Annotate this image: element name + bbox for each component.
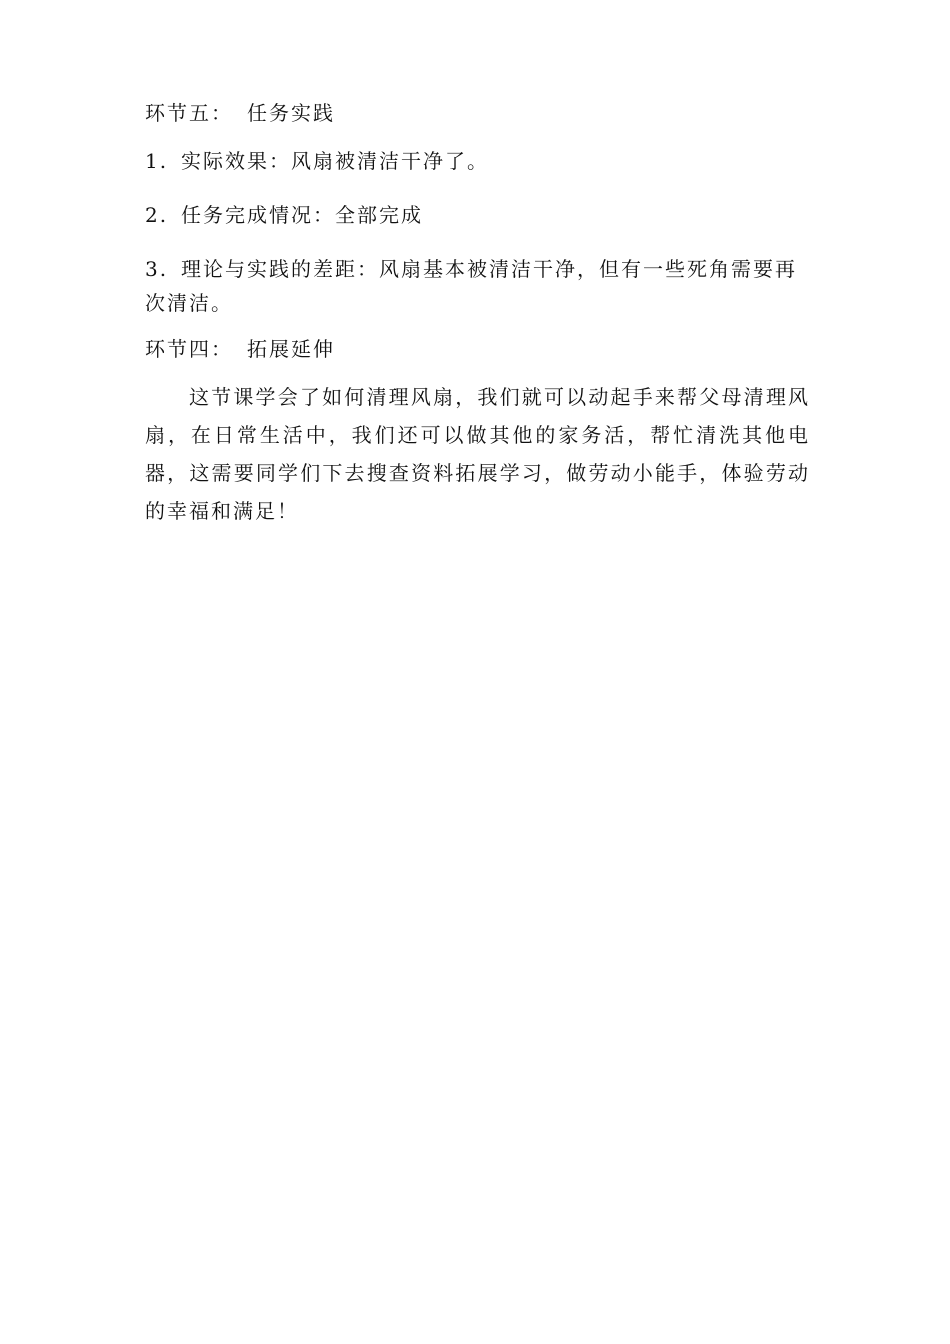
section-title: 任务实践 (247, 101, 335, 125)
list-item-number: 1. (145, 149, 169, 173)
list-item (145, 252, 810, 320)
list-item-text: 任务完成情况：全部完成 (181, 203, 423, 227)
section-label: 环节四： (145, 337, 233, 361)
list-item-number: 2. (145, 203, 169, 227)
list-item-text: 实际效果：风扇被清洁干净了。 (181, 149, 489, 173)
section-heading-4 (145, 332, 810, 366)
section-title: 拓展延伸 (247, 337, 335, 361)
list-item-text: 理论与实践的差距：风扇基本被清洁干净，但有一些死角需要再次清洁。 (145, 257, 797, 315)
section-label: 环节五： (145, 101, 233, 125)
document-body (145, 96, 810, 530)
list-item (145, 144, 810, 178)
list-item-number: 3. (145, 257, 169, 281)
body-paragraph: 这节课学会了如何清理风扇，我们就可以动起手来帮父母清理风扇，在日常生活中，我们还可以做其他的家务活，帮忙清洗其他电器，这需要同学们下去搜查资料拓展学习，做劳动小能手，体验劳动的幸福和满足！ (145, 385, 810, 523)
list-item (145, 198, 810, 232)
section-heading-5 (145, 96, 810, 130)
